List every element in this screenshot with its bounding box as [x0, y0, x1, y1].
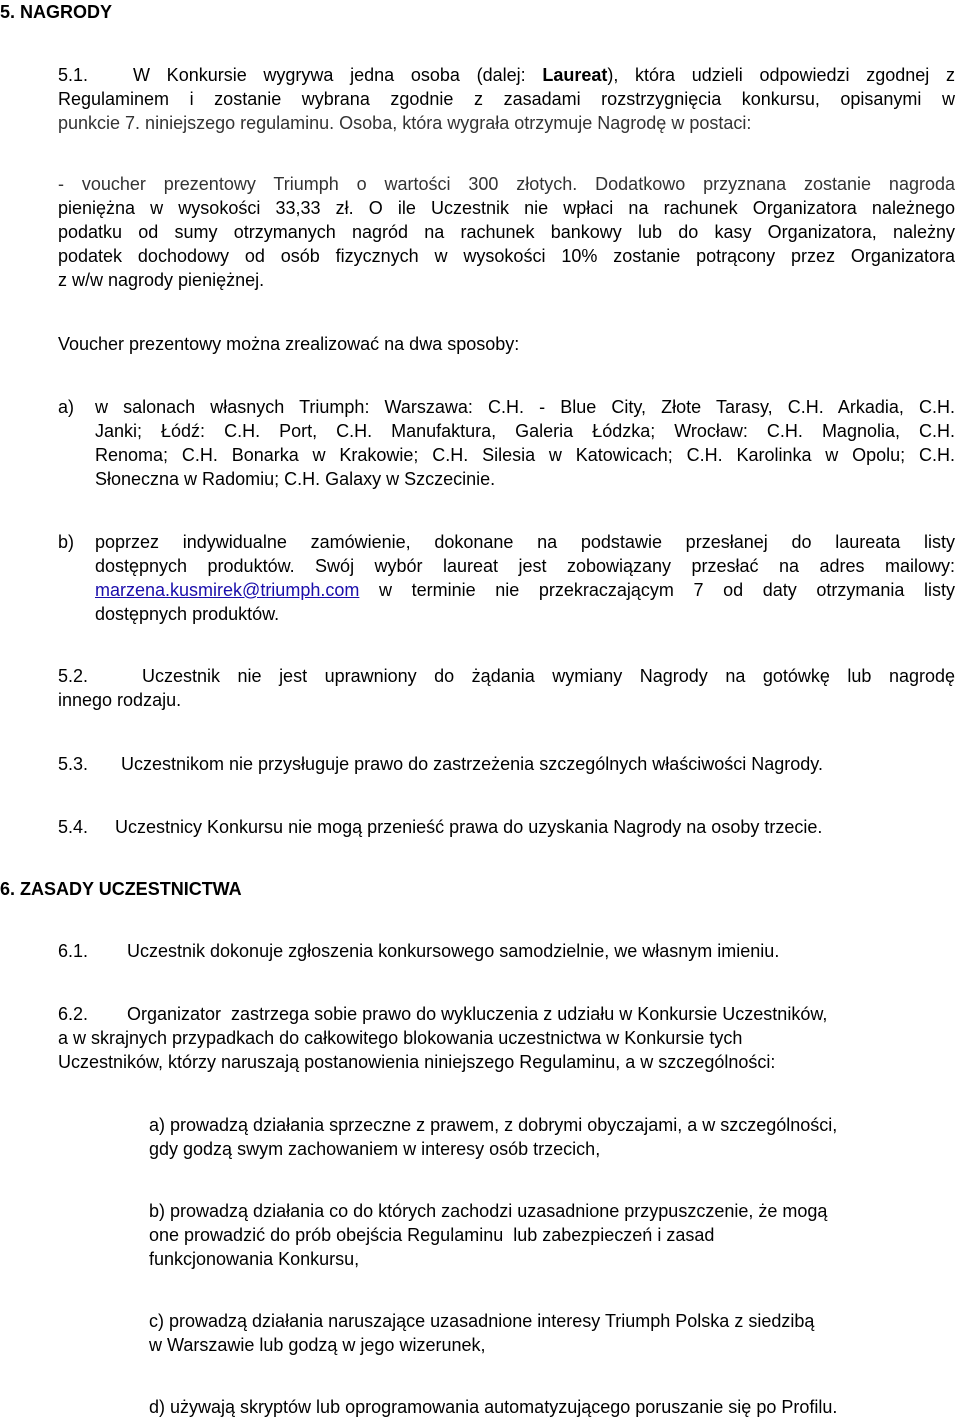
option-b-line-4: dostępnych produktów. [95, 604, 280, 624]
option-a-line-4: Słoneczna w Radomiu; C.H. Galaxy w Szczecinie. [95, 469, 496, 489]
voucher-ways-intro: Voucher prezentowy można zrealizować na dwa sposoby: [58, 334, 520, 354]
option-a-line-2: Janki; Łódź: C.H. Port, C.H. Manufaktura, Galeria Łódzka; Wrocław: C.H. Magnolia, C.H. [95, 421, 955, 441]
laureat-term: Laureat [542, 65, 608, 85]
email-link[interactable]: marzena.kusmirek@triumph.com [95, 580, 360, 600]
paragraph-6-2-line-3: Uczestników, którzy naruszają postanowienia niniejszego Regulaminu, a w szczególności: [58, 1052, 776, 1072]
option-b-label: b) [58, 532, 75, 552]
paragraph-number-5-2: 5.2. [58, 666, 89, 686]
paragraph-number-6-1: 6.1. [58, 941, 89, 961]
option-a-line-3: Renoma; C.H. Bonarka w Krakowie; C.H. Silesia w Katowicach; C.H. Karolinka w Opolu; C.H. [95, 445, 955, 465]
item-b-line-2: one prowadzić do prób obejścia Regulaminu lub zabezpieczeń i zasad [149, 1225, 715, 1245]
paragraph-6-1-text: Uczestnik dokonuje zgłoszenia konkursowego samodzielnie, we własnym imieniu. [127, 941, 780, 961]
paragraph-6-2-line-1: Organizator zastrzega sobie prawo do wykluczenia z udziału w Konkursie Uczestników, [127, 1004, 828, 1024]
item-b-line-3: funkcjonowania Konkursu, [149, 1249, 360, 1269]
section-heading-6: 6. ZASADY UCZESTNICTWA [0, 879, 242, 899]
paragraph-number-5-1: 5.1. [58, 65, 89, 85]
paragraph-5-1-line-2: Regulaminem i zostanie wybrana zgodnie z zasadami rozstrzygnięcia konkursu, opisanymi w [58, 89, 955, 109]
option-b-line-3: marzena.kusmirek@triumph.com w terminie nie przekraczającym 7 od daty otrzymania listy [95, 580, 955, 600]
voucher-line-5: z w/w nagrody pieniężnej. [58, 270, 265, 290]
paragraph-5-2-line-2: innego rodzaju. [58, 690, 182, 710]
option-a-line-1: w salonach własnych Triumph: Warszawa: C.H. - Blue City, Złote Tarasy, C.H. Arkadia, C.H. [95, 397, 955, 417]
item-a-line-2: gdy godzą swym zachowaniem w interesy osób trzecich, [149, 1139, 601, 1159]
paragraph-5-4-text: Uczestnicy Konkursu nie mogą przenieść prawa do uzyskania Nagrody na osoby trzecie. [115, 817, 823, 837]
paragraph-number-5-3: 5.3. [58, 754, 89, 774]
voucher-line-2: pieniężna w wysokości 33,33 zł. O ile Uczestnik nie wpłaci na rachunek Organizatora należnego [58, 198, 955, 218]
option-b-line-1: poprzez indywidualne zamówienie, dokonane na podstawie przesłanej do laureata listy [95, 532, 955, 552]
item-c-line-2: w Warszawie lub godzą w jego wizerunek, [149, 1335, 486, 1355]
item-d-line-1: d) używają skryptów lub oprogramowania automatyzującego poruszanie się po Profilu. [149, 1397, 838, 1417]
paragraph-5-1-line-1: W Konkursie wygrywa jedna osoba (dalej: Laureat), która udzieli odpowiedzi zgodnej z [133, 65, 955, 85]
option-b-line-2: dostępnych produktów. Swój wybór laureat jest zobowiązany przesłać na adres mailowy: [95, 556, 955, 576]
paragraph-5-2-line-1: Uczestnik nie jest uprawniony do żądania wymiany Nagrody na gotówkę lub nagrodę [142, 666, 955, 686]
paragraph-number-5-4: 5.4. [58, 817, 89, 837]
section-heading-5: 5. NAGRODY [0, 2, 113, 22]
voucher-line-3: podatku od sumy otrzymanych nagród na rachunek bankowy lub do kasy Organizatora, należny [58, 222, 955, 242]
option-a-label: a) [58, 397, 75, 417]
paragraph-6-2-line-2: a w skrajnych przypadkach do całkowitego blokowania uczestnictwa w Konkursie tych [58, 1028, 743, 1048]
item-a-line-1: a) prowadzą działania sprzeczne z prawem, z dobrymi obyczajami, a w szczególności, [149, 1115, 838, 1135]
voucher-line-1: - voucher prezentowy Triumph o wartości 300 złotych. Dodatkowo przyznana zostanie nagroda [58, 174, 955, 194]
item-b-line-1: b) prowadzą działania co do których zachodzi uzasadnione przypuszczenie, że mogą [149, 1201, 828, 1221]
paragraph-number-6-2: 6.2. [58, 1004, 89, 1024]
item-c-line-1: c) prowadzą działania naruszające uzasadnione interesy Triumph Polska z siedzibą [149, 1311, 815, 1331]
paragraph-5-1-line-3: punkcie 7. niniejszego regulaminu. Osoba, która wygrała otrzymuje Nagrodę w postaci: [58, 113, 752, 133]
voucher-line-4: podatek dochodowy od osób fizycznych w wysokości 10% zostanie potrącony przez Organizatora [58, 246, 955, 266]
paragraph-5-3-text: Uczestnikom nie przysługuje prawo do zastrzeżenia szczególnych właściwości Nagrody. [121, 754, 823, 774]
